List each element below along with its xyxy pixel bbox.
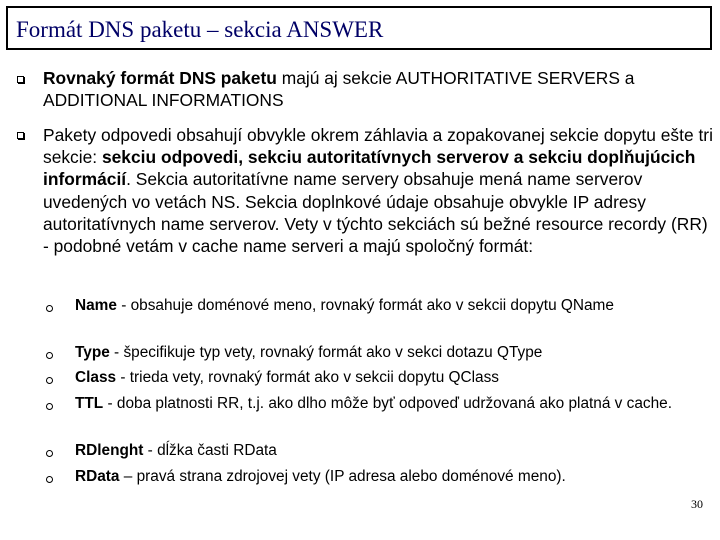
field-ttl-label: TTL bbox=[75, 395, 104, 412]
field-item-rdata bbox=[75, 467, 715, 487]
title-box bbox=[6, 6, 712, 50]
field-type-label: Type bbox=[75, 344, 110, 361]
field-rdata-label: RData bbox=[75, 468, 120, 485]
page-number: 30 bbox=[691, 497, 703, 511]
bullet-paragraph-2 bbox=[43, 124, 718, 257]
bullet-2-text-end: . Sekcia autoritatívne name servery obsahuje mená name serverov uvedených vo vetách NS. Sekcia doplnkové údaje obsahuje obvykle IP adresy autoritatívnych name serverov. Vety v týchto sekciách sú bežné resource recordy (RR) - podobné vetám v cache name serveri a majú spoločný formát: bbox=[43, 169, 708, 257]
bullet-paragraph-1 bbox=[43, 67, 718, 111]
bullet-1-bold: Rovnaký formát DNS paketu bbox=[43, 68, 277, 88]
bullet-1-text: majú aj sekcie AUTHORITATIVE SERVERS a ADDITIONAL INFORMATIONS bbox=[43, 68, 635, 111]
field-class-label: Class bbox=[75, 369, 117, 386]
circle-bullet-icon bbox=[46, 476, 53, 483]
field-name-desc: - obsahuje doménové meno, rovnaký formát ako v sekcii dopytu QName bbox=[116, 297, 614, 314]
field-item-name bbox=[75, 296, 715, 316]
field-type-desc: - špecifikuje typ vety, rovnaký formát ako v sekci dotazu QType bbox=[109, 344, 543, 361]
circle-bullet-icon bbox=[46, 450, 53, 457]
field-item-rdlenght bbox=[75, 441, 715, 461]
bullet-2-text-start: Pakety odpovedi obsahují obvykle okrem záhlavia a zopakovanej sekcie dopytu ešte tri sekcie: bbox=[43, 125, 713, 168]
slide-title: Formát DNS paketu – sekcia ANSWER bbox=[16, 17, 384, 42]
circle-bullet-icon bbox=[46, 352, 53, 359]
circle-bullet-icon bbox=[46, 305, 53, 312]
field-name-label: Name bbox=[75, 297, 117, 314]
circle-bullet-icon bbox=[46, 377, 53, 384]
field-ttl-desc: - doba platnosti RR, t.j. ako dlho môže byť odpoveď udržovaná ako platná v cache. bbox=[103, 395, 672, 412]
circle-bullet-icon bbox=[46, 403, 53, 410]
square-bullet-icon bbox=[17, 76, 24, 83]
field-rdata-desc: – pravá strana zdrojovej vety (IP adresa alebo doménové meno). bbox=[119, 468, 566, 485]
field-item-type bbox=[75, 343, 715, 363]
field-item-class bbox=[75, 368, 715, 388]
field-class-desc: - trieda vety, rovnaký formát ako v sekcii dopytu QClass bbox=[116, 369, 499, 386]
square-bullet-icon bbox=[17, 132, 24, 139]
field-item-ttl bbox=[75, 394, 715, 414]
field-rdlenght-label: RDlenght bbox=[75, 442, 144, 459]
field-rdlenght-desc: - dĺžka časti RData bbox=[143, 442, 277, 459]
bullet-2-bold: sekciu odpovedi, sekciu autoritatívnych serverov a sekciu doplňujúcich informácií bbox=[43, 147, 696, 190]
